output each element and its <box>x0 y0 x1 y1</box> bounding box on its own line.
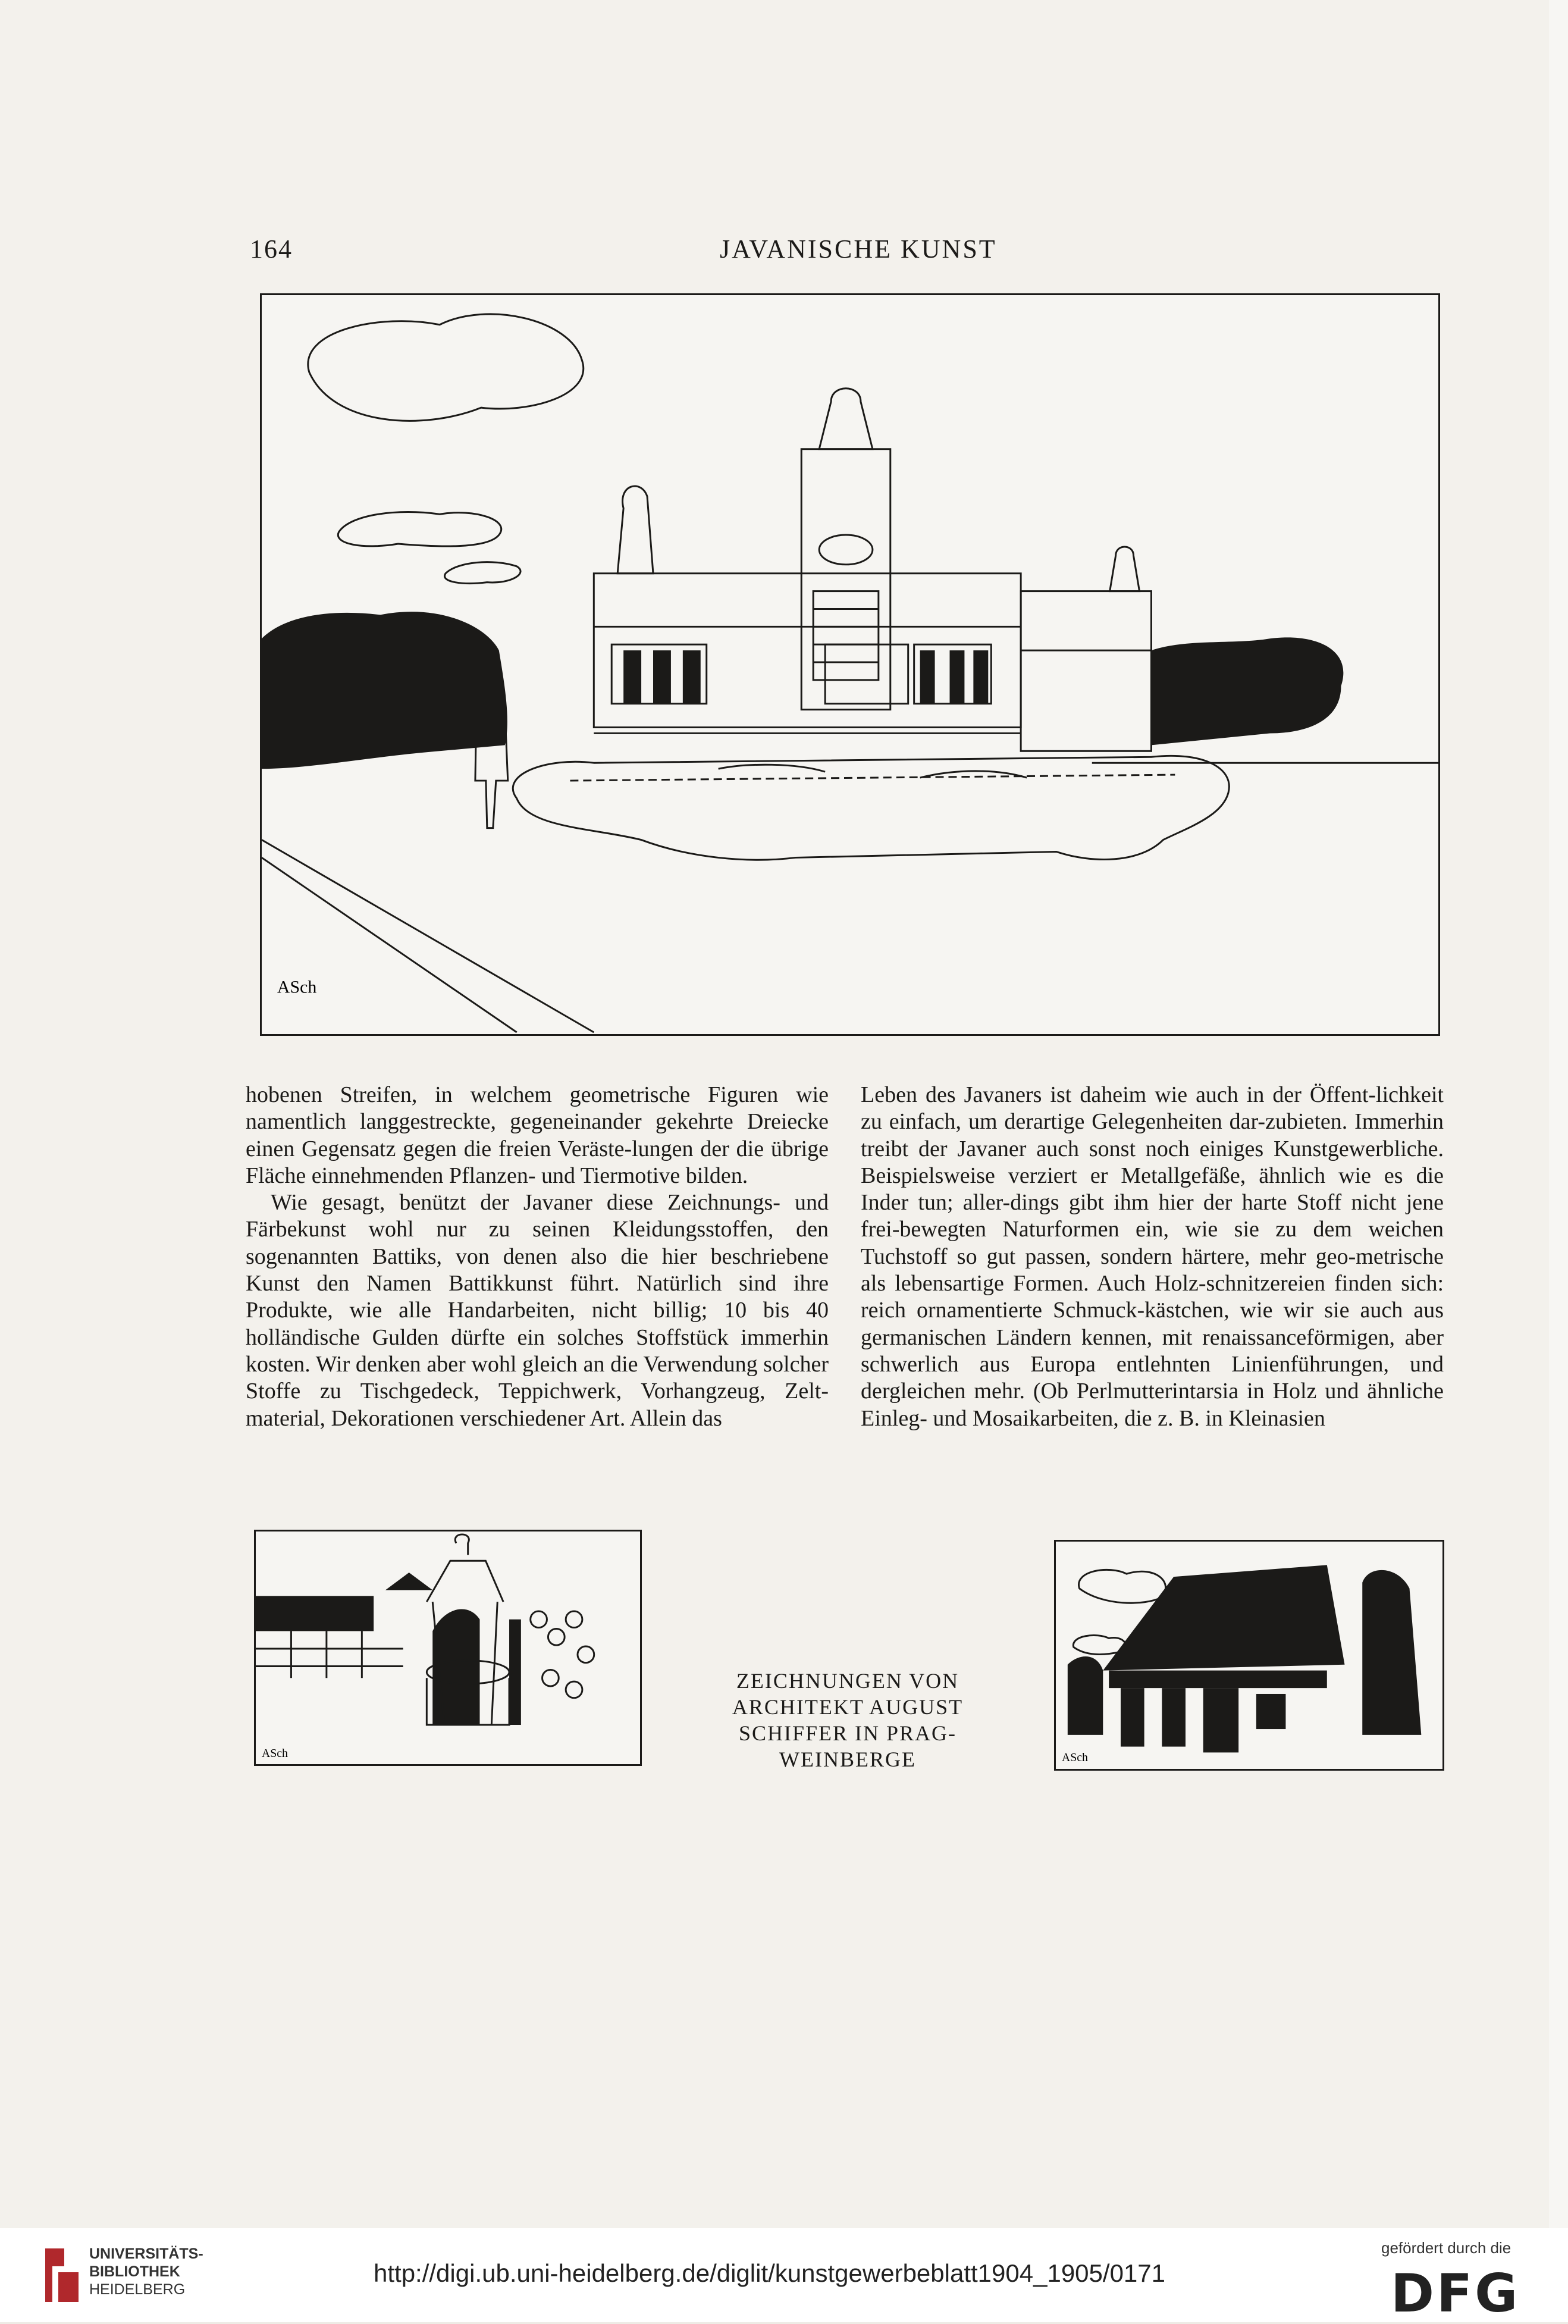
artist-monogram: ASch <box>277 977 317 997</box>
text-column-left <box>246 1082 829 1432</box>
library-name-line: UNIVERSITÄTS- <box>89 2245 203 2262</box>
cloud-shape <box>308 314 584 421</box>
digitization-footer <box>0 2228 1568 2322</box>
caption-line: SCHIFFER IN PRAG- <box>738 1721 957 1745</box>
funding-label: gefördert durch die <box>1381 2239 1511 2257</box>
ub-heidelberg-logo-icon <box>40 2242 83 2308</box>
cloud-shape <box>338 512 501 546</box>
page-number: 164 <box>250 234 293 264</box>
paragraph: Leben des Javaners ist daheim wie auch in der Öffent-lichkeit zu einfach, um derartige Gelegenheiten dar-zubieten. Immerhin treibt der Javaner auch sonst noch einiges Kunstgewerbliche. Beispielsweise verziert er Metallgefäße, ähnlich wie es die Inder tun; aller-dings gibt ihm hier der harte Stoff nicht jene frei-bewegten Naturformen ein, wie sie zu dem weichen Tuchstoff so gut passen, sondern härtere, mehr geo-metrische als lebensartige Formen. Auch Holz-schnitzereien finden sich: reich ornamentierte Schmuck-kästchen, wie wir sie auch aus germanischen Ländern kennen, mit renaissanceförmigen, aber schwerlich aus Europa entlehnten Linienführungen, und dergleichen mehr. (Ob Perlmutterintarsia in Holz und ähnliche Einleg- und Mosaikarbeiten, die z. B. in Kleinasien <box>861 1082 1444 1431</box>
library-name-line: BIBLIOTHEK <box>89 2263 180 2280</box>
caption-line: ARCHITEKT AUGUST <box>732 1695 964 1719</box>
fountain-illustration <box>262 295 1438 1034</box>
source-url-link[interactable]: http://digi.ub.uni-heidelberg.de/diglit/kunstgewerbeblatt1904_1905/0171 <box>374 2259 1165 2287</box>
library-name-line: HEIDELBERG <box>89 2281 186 2298</box>
dfg-logo: DFG <box>1391 2263 1520 2324</box>
paragraph: Wie gesagt, benützt der Javaner diese Zeichnungs- und Färbekunst wohl nur zu seinen Kleidungsstoffen, den sogenannten Battiks, von denen also die hier beschriebene Kunst den Namen Battikkunst führt. Natürlich sind ihre Produkte, wie alle Handarbeiten, nicht billig; 10 bis 40 holländische Gulden dürfte ein solches Stoffstück immerhin kosten. Wir denken aber wohl gleich an die Verwendung solcher Stoffe zu Tischgedeck, Teppichwerk, Vorhangzeug, Zelt-material, Dekorationen verschiedener Art. Allein das <box>246 1190 829 1431</box>
paragraph: hobenen Streifen, in welchem geometrische Figuren wie namentlich langgestreckte, gegeneinander gekehrte Dreiecke einen Gegensatz gegen die freien Veräste-lungen der die übrige Fläche einnehmenden Pflanzen- und Tiermotive bilden. <box>246 1082 829 1188</box>
well-illustration <box>256 1531 640 1764</box>
text-column-right <box>861 1082 1444 1432</box>
page-title: JAVANISCHE KUNST <box>720 234 997 264</box>
running-head <box>250 234 1440 270</box>
library-name <box>89 2245 203 2298</box>
cottage-drawing <box>1054 1540 1444 1771</box>
caption-line: WEINBERGE <box>779 1747 916 1771</box>
artist-monogram: ASch <box>261 1747 288 1761</box>
fountain-monument-drawing <box>260 293 1440 1036</box>
caption-line: ZEICHNUNGEN VON <box>736 1669 959 1693</box>
well-drawing <box>254 1530 642 1766</box>
artist-monogram: ASch <box>1061 1751 1088 1765</box>
page-edge <box>1549 0 1568 2228</box>
cloud-shape <box>445 562 521 584</box>
figure-caption <box>708 1668 987 1772</box>
cottage-illustration <box>1056 1542 1442 1769</box>
